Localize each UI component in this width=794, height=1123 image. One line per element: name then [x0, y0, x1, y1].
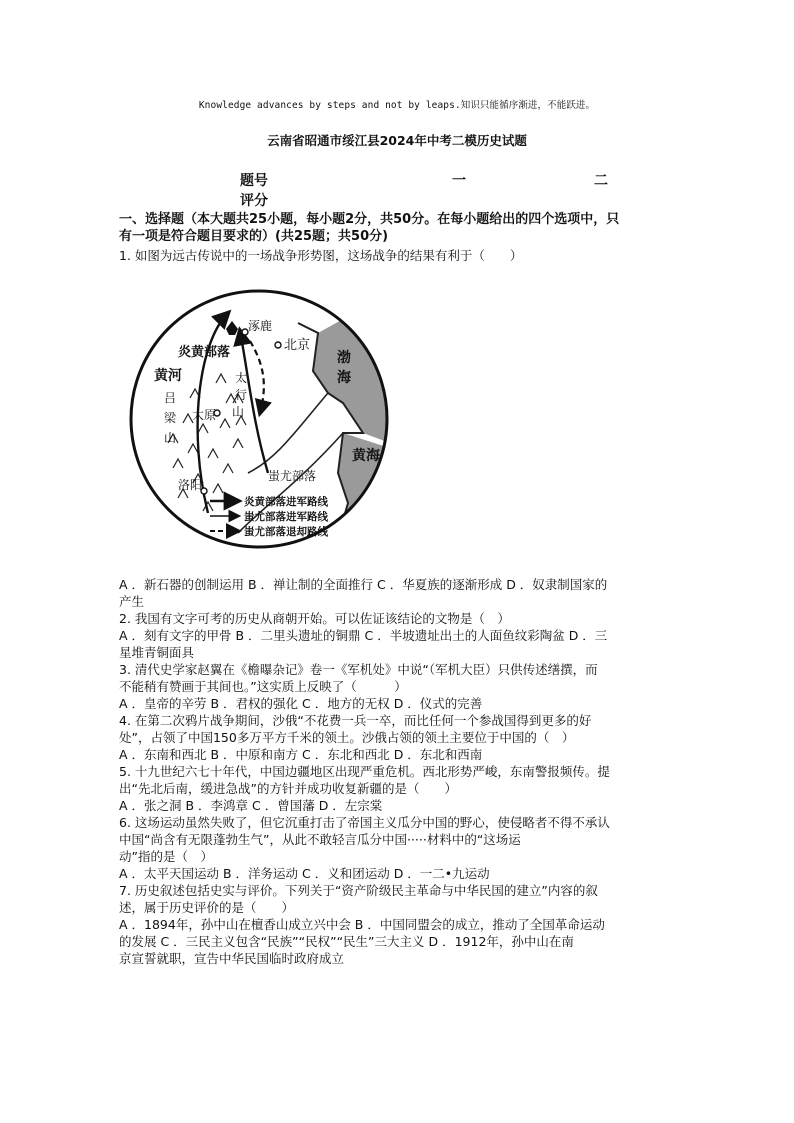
question-line: 5. 十九世纪六七十年代，中国边疆地区出现严重危机。西北形势严峻，东南警报频传。提 — [119, 764, 610, 779]
question-line: 述，属于历史评价的是（ ） — [119, 900, 295, 915]
score-col-2: 二 — [594, 173, 608, 189]
question-line: A ．皇帝的辛劳 B ．君权的强化 C ．地方的无权 D ．仪式的完善 — [119, 696, 483, 711]
question-line: 产生 — [119, 594, 145, 609]
score-col-1: 一 — [452, 173, 466, 189]
map-label-taihang-3: 山 — [232, 405, 245, 419]
map-label-zhuolu: 涿鹿 — [248, 319, 273, 333]
question-line: 3. 清代史学家赵翼在《檐曝杂记》卷一《军机处》中说“（军机大臣）只供传述缮撰，而 — [119, 662, 598, 677]
section-heading-line: 一、选择题（本大题共25小题，每小题2分，共50分。在每小题给出的四个选项中，只 — [119, 212, 620, 227]
map-label-taiyuan: 太原 — [192, 408, 217, 422]
legend-chiyou-retreat: 蚩尤部落退却路线 — [244, 526, 328, 538]
map-label-luliang-1: 吕 — [164, 391, 177, 405]
legend-chiyou-advance: 蚩尤部落进军路线 — [244, 511, 328, 523]
question-line: 1. 如图为远古传说中的一场战争形势图，这场战争的结果有利于（ ） — [119, 248, 523, 263]
question-line: 不能稍有赞画于其间也。”这实质上反映了（ ） — [119, 679, 407, 694]
map-label-luliang-2: 梁 — [164, 411, 177, 425]
map-label-yanhuang: 炎黄部落 — [178, 345, 231, 360]
question-line: A ．新石器的创制运用 B ．禅让制的全面推行 C ．华夏族的逐渐形成 D ．奴隶制国家的 — [119, 577, 608, 592]
question-line: 星堆青铜面具 — [119, 645, 195, 660]
question-line: 2. 我国有文字可考的历史从商朝开始。可以佐证该结论的文物是（ ） — [119, 611, 510, 626]
legend-yanhuang: 炎黄部落进军路线 — [244, 496, 328, 508]
header-motto: Knowledge advances by steps and not by leaps.知识只能循序渐进，不能跃进。 — [198, 100, 596, 111]
question-line: A ．张之洞 B ．李鸿章 C ．曾国藩 D ．左宗棠 — [119, 798, 383, 813]
map-label-taihang-1: 太 — [235, 371, 248, 385]
map-label-bohai-1: 渤 — [337, 350, 351, 366]
question-line: A ．东南和西北 B ．中原和南方 C ．东北和西北 D ．东北和西南 — [119, 747, 483, 762]
map-label-beijing: 北京 — [284, 338, 311, 353]
map-label-taihang-2: 行 — [235, 388, 248, 402]
question-line: 7. 历史叙述包括史实与评价。下列关于“资产阶级民主革命与中华民国的建立”内容的叙 — [119, 883, 598, 898]
map-label-bohai-2: 海 — [337, 370, 351, 386]
question-line: 4. 在第二次鸦片战争期间，沙俄“不花费一兵一卒，而比任何一个参战国得到更多的好 — [119, 713, 592, 728]
section-heading-line: 有一项是符合题目要求的）(共25题；共50分) — [119, 229, 389, 244]
map-label-luoyang: 洛阳 — [178, 478, 203, 492]
question-line: 6. 这场运动虽然失败了，但它沉重打击了帝国主义瓜分中国的野心，使侵略者不得不承认 — [119, 815, 610, 830]
question-line: 的发展 C ．三民主义包含“民族”“民权”“民生”三大主义 D ．1912年，孙中山在南 — [119, 934, 574, 949]
question-line: A ．太平天国运动 B ．洋务运动 C ．义和团运动 D ．一二•九运动 — [119, 866, 490, 881]
question-line: A ．1894年，孙中山在檀香山成立兴中会 B ．中国同盟会的成立，推动了全国革命运动 — [119, 917, 605, 932]
map-label-huanghe: 黄河 — [154, 368, 182, 384]
map-label-huanghai: 黄海 — [352, 448, 380, 464]
question-line: A ．刻有文字的甲骨 B ．二里头遗址的铜鼎 C ．半坡遗址出土的人面鱼纹彩陶盆 D ．三 — [119, 628, 608, 643]
score-label-grade: 评分 — [240, 193, 268, 209]
question-line: 出“先北后南，缓进急战”的方针并成功收复新疆的是（ ） — [119, 781, 457, 796]
map-label-chiyou: 蚩尤部落 — [268, 469, 317, 483]
question-line: 中国“尚含有无限蓬勃生气”，从此不敢轻言瓜分中国·····材料中的“这场运 — [119, 832, 521, 847]
question-1-options — [119, 576, 679, 967]
battle-map-figure — [128, 283, 390, 555]
section-heading — [119, 211, 679, 245]
question-1 — [119, 247, 679, 264]
exam-title: 云南省昭通市绥江县2024年中考二模历史试题 — [267, 133, 527, 148]
score-label-number: 题号 — [240, 173, 268, 189]
beijing-dot — [275, 342, 281, 348]
map-label-luliang-3: 山 — [164, 431, 177, 445]
question-line: 京宣誓就职，宣告中华民国临时政府成立 — [119, 951, 345, 966]
question-line: 动”指的是（ ） — [119, 849, 213, 864]
question-line: 处”，占领了中国150多万平方千米的领土。沙俄占领的领土主要位于中国的（ ） — [119, 730, 575, 745]
